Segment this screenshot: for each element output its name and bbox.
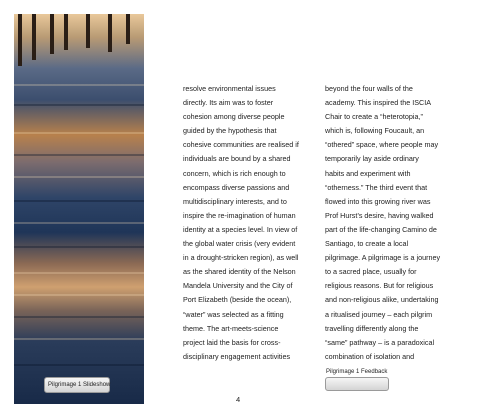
text-line: religious reasons. But for religious — [325, 281, 434, 291]
feedback-button[interactable] — [325, 377, 389, 391]
text-line: as the shared identity of the Nelson — [183, 267, 296, 277]
text-line: inspire the re-imagination of human — [183, 210, 296, 220]
feedback-button-label: Pilgrimage 1 Feedback — [326, 369, 388, 375]
text-line: “othered” space, where people may — [325, 140, 439, 150]
pier-post — [50, 14, 54, 54]
text-line: Prof Hurst’s desire, having walked — [325, 210, 434, 220]
text-line: to a sacred place, usually for — [325, 267, 417, 277]
text-line: habits and experiment with — [325, 168, 411, 178]
text-line: directly. Its aim was to foster — [183, 98, 274, 108]
text-line: resolve environmental issues — [183, 84, 276, 93]
text-line: “water” was selected as a fitting — [183, 309, 284, 319]
pier-post — [126, 14, 130, 44]
page-number: 4 — [236, 395, 241, 404]
text-line: guided by the hypothesis that — [183, 126, 277, 136]
text-line: flowed into this growing river was — [325, 196, 431, 206]
pier-post — [32, 14, 36, 60]
text-line: Port Elizabeth (beside the ocean), — [183, 295, 292, 305]
text-line: and non-religious alike, undertaking — [325, 295, 439, 305]
text-line: encompass diverse passions and — [183, 182, 290, 192]
left-text-column — [183, 82, 311, 364]
text-line: which is, following Foucault, an — [325, 126, 425, 136]
pier-water-photo — [14, 14, 144, 404]
text-line: part of the life-changing Camino de — [325, 224, 437, 234]
text-line: in a drought-stricken region), as well — [183, 253, 299, 263]
text-line: theme. The art-meets-science — [183, 323, 279, 333]
slideshow-button[interactable]: Pilgrimage 1 Slideshow — [44, 377, 110, 393]
text-line: “otherness.” The third event that — [325, 182, 428, 192]
text-line: “same” pathway – is a paradoxical — [325, 337, 435, 347]
text-line: Mandela University and the City of — [183, 281, 293, 291]
text-line: temporarily lay aside ordinary — [325, 154, 419, 164]
text-line: cohesion among diverse people — [183, 112, 285, 122]
text-line: concern, which is rich enough to — [183, 168, 286, 178]
text-line: pilgrimage. A pilgrimage is a journey — [325, 253, 441, 263]
pier-post — [108, 14, 112, 52]
text-line: individuals are bound by a shared — [183, 154, 291, 164]
text-line: identity at a species level. In view of — [183, 224, 298, 234]
text-line: cohesive communities are realised if — [183, 140, 299, 150]
text-line: academy. This inspired the ISCIA — [325, 98, 431, 108]
text-line: beyond the four walls of the — [325, 84, 413, 93]
text-line: the global water crisis (very evident — [183, 239, 296, 249]
text-line: project laid the basis for cross- — [183, 337, 281, 347]
pier-post — [18, 14, 22, 66]
text-line: a ritualised journey – each pilgrim — [325, 309, 433, 319]
text-line: multidisciplinary interests, and to — [183, 196, 287, 206]
right-text-column — [325, 82, 453, 364]
text-line: Santiago, to create a local — [325, 239, 409, 249]
pier-post — [64, 14, 68, 50]
text-line: combination of isolation and — [325, 351, 415, 361]
pier-post — [86, 14, 90, 48]
text-line: Chair to create a “heterotopia,” — [325, 112, 423, 122]
text-line: travelling differently along the — [325, 323, 419, 333]
text-line: disciplinary engagement activities — [183, 351, 291, 361]
